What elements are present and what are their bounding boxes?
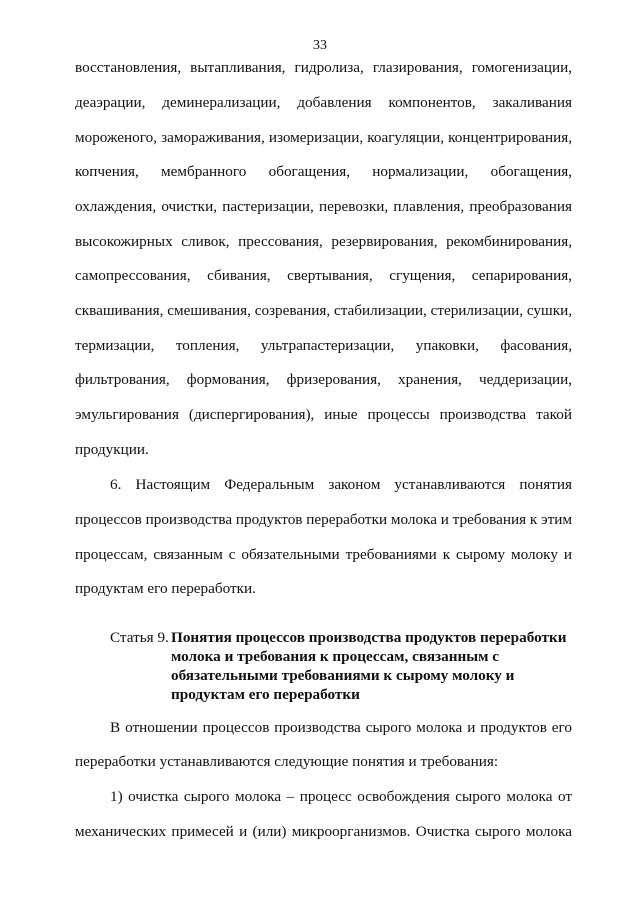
text-line: продукции. <box>75 441 149 458</box>
article-label: Статья 9. <box>110 629 169 646</box>
text-line: копчения, мембранного обогащения, нормализации, обогащения, <box>75 163 572 180</box>
text-line: мороженого, замораживания, изомеризации, коагуляции, концентрирования, <box>75 129 572 146</box>
article-title-line: молока и требования к процессам, связанным с <box>171 648 499 665</box>
page-number: 33 <box>313 38 327 53</box>
text-line: 1) очистка сырого молока – процесс освобождения сырого молока от <box>110 788 572 805</box>
text-line: эмульгирования (диспергирования), иные процессы производства такой <box>75 406 572 423</box>
text-line: самопрессования, сбивания, свертывания, сгущения, сепарирования, <box>75 267 572 284</box>
text-line: фильтрования, формования, фризерования, хранения, чеддеризации, <box>75 371 572 388</box>
text-line: процессов производства продуктов переработки молока и требования к этим <box>75 511 572 528</box>
article-title <box>171 628 566 704</box>
text-line: термизации, топления, ультрапастеризации, упаковки, фасования, <box>75 337 572 354</box>
article-title-line: продуктам его переработки <box>171 686 360 703</box>
article-title-line: обязательными требованиями к сырому молоку и <box>171 667 515 684</box>
text-line: В отношении процессов производства сырого молока и продуктов его <box>110 719 572 736</box>
text-line: процессам, связанным с обязательными требованиями к сырому молоку и <box>75 546 572 563</box>
text-line: переработки устанавливаются следующие понятия и требования: <box>75 753 499 770</box>
text-line: высокожирных сливок, прессования, резервирования, рекомбинирования, <box>75 233 572 250</box>
text-line: механических примесей и (или) микроорганизмов. Очистка сырого молока <box>75 823 572 840</box>
text-line: восстановления, вытапливания, гидролиза, глазирования, гомогенизации, <box>75 59 572 76</box>
text-line: сквашивания, смешивания, созревания, стабилизации, стерилизации, сушки, <box>75 302 572 319</box>
text-line: продуктам его переработки. <box>75 580 256 597</box>
text-line: охлаждения, очистки, пастеризации, перевозки, плавления, преобразования <box>75 198 572 215</box>
text-line: 6. Настоящим Федеральным законом устанавливаются понятия <box>110 476 572 493</box>
text-line: деаэрации, деминерализации, добавления компонентов, закаливания <box>75 94 572 111</box>
article-title-line: Понятия процессов производства продуктов переработки <box>171 629 567 646</box>
